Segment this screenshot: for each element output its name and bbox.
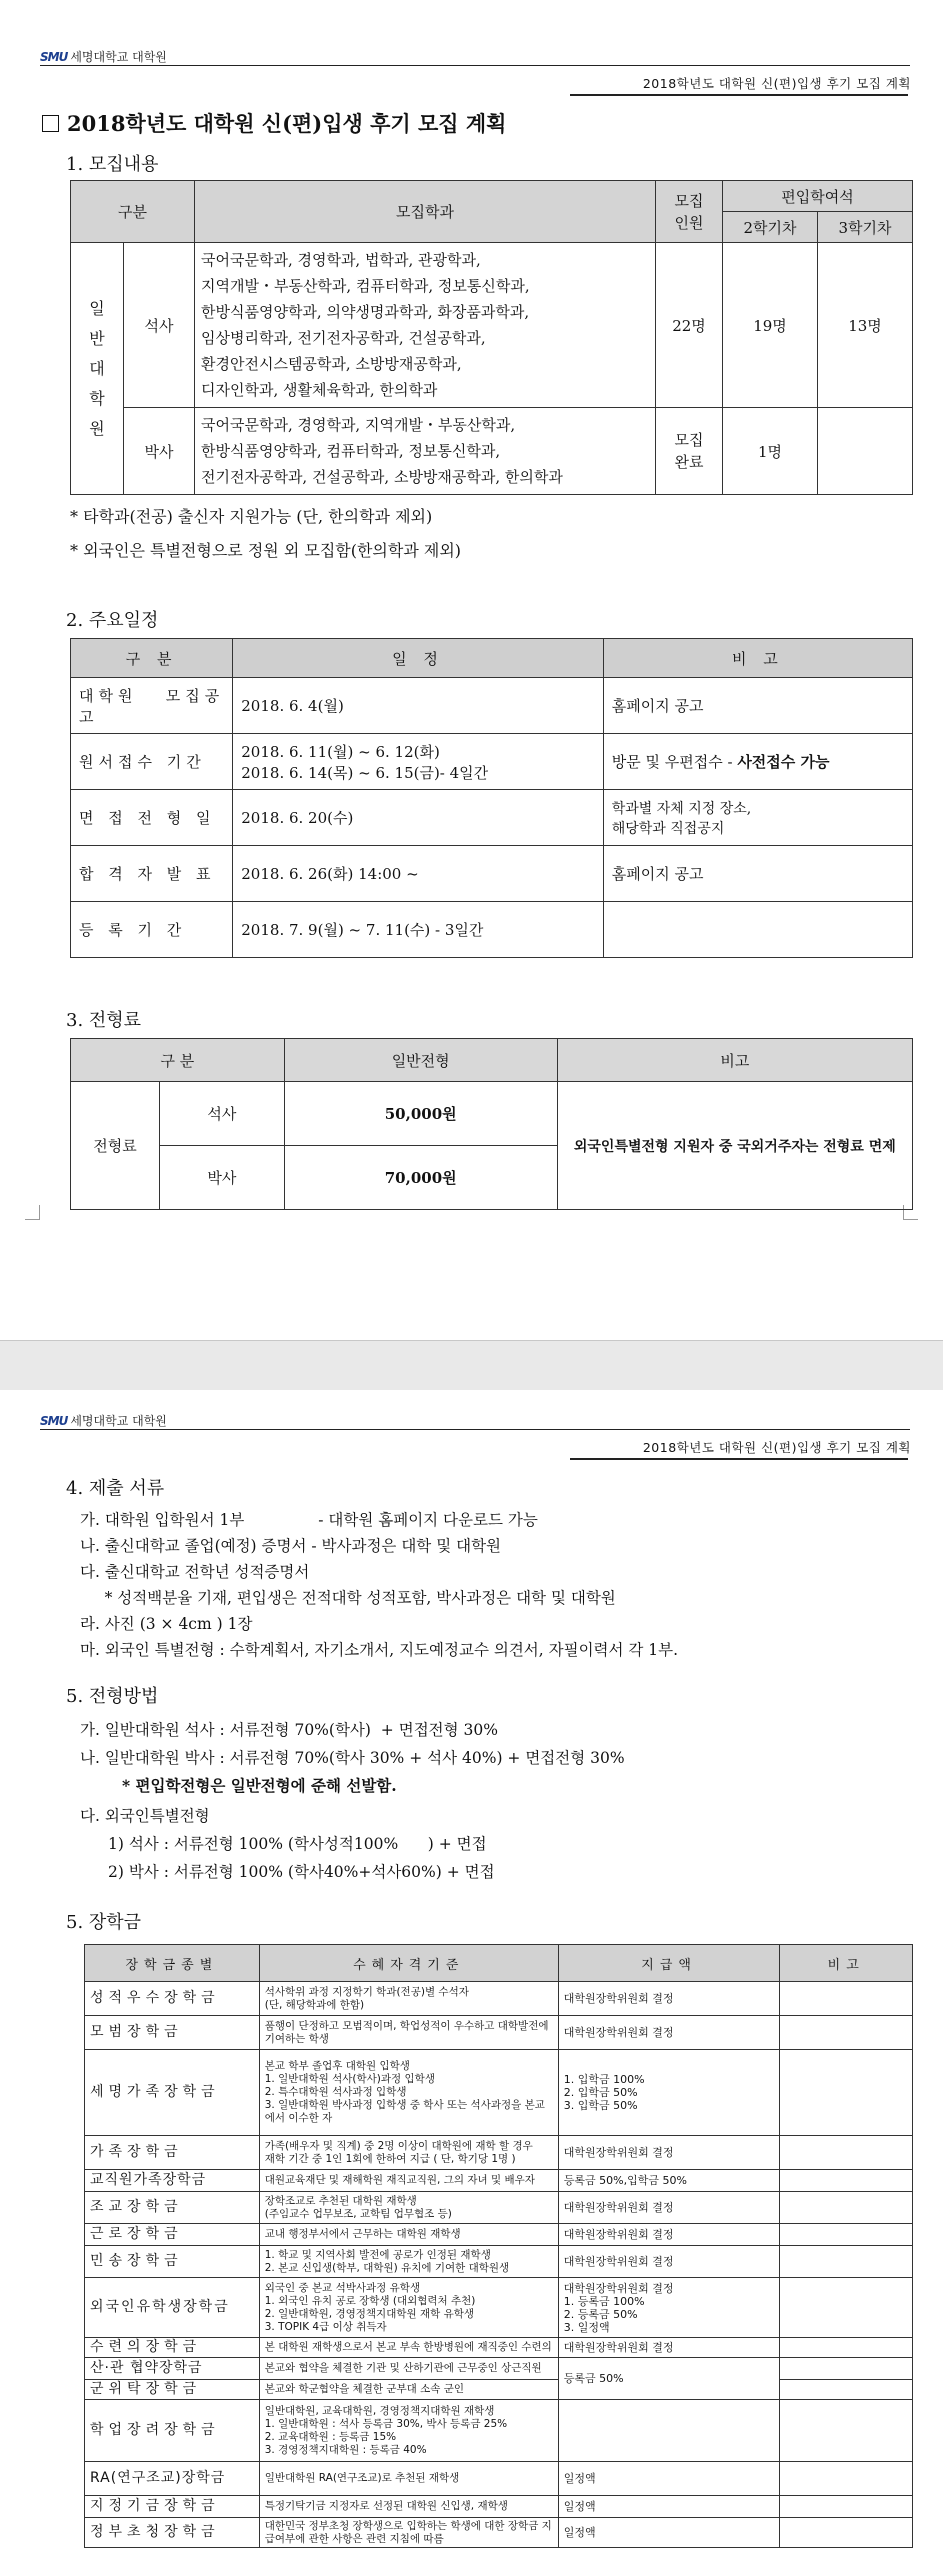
document-item: 마. 외국인 특별전형 : 수학계획서, 자기소개서, 지도예정교수 의견서, 자필이력서 각 1부. (80, 1641, 679, 1659)
page-corner-mark (25, 1205, 40, 1220)
masters-label: 석사 (160, 1082, 285, 1146)
scholarship-amount: 대학원장학위원회 결정 (558, 2224, 780, 2246)
masters-fee: 50,000원 (284, 1082, 557, 1146)
th-division: 구 분 (71, 639, 233, 678)
scholarship-qualification: 대한민국 정부초청 장학생으로 입학하는 학생에 대한 장학금 지급여부에 관한 사항은 관련 지침에 따름 (259, 2518, 558, 2548)
running-header-title: 2018학년도 대학원 신(편)입생 후기 모집 계획 (642, 76, 911, 91)
scholarship-name: 수련의장학금 (85, 2338, 260, 2358)
schedule-label: 대학원 모집공고 (71, 678, 233, 734)
scholarship-qualification: 본교 학부 졸업후 대학원 입학생 1. 일반대학원 석사(학사)과정 입학생 2. 특수대학원 석사과정 입학생 3. 일반대학원 박사과정 입학생 중 학사 또는 석사과정을 본교에서 이수한 자 (259, 2050, 558, 2136)
scholarship-qualification: 품행이 단정하고 모범적이며, 학업성적이 우수하고 대학발전에 기여하는 학생 (259, 2016, 558, 2050)
scholarship-amount: 일정액 (558, 2462, 780, 2496)
scholarship-name: 성적우수장학금 (85, 1982, 260, 2016)
recruitment-table (70, 180, 913, 495)
scholarship-amount: 대학원장학위원회 결정 (558, 2338, 780, 2358)
scholarship-amount: 대학원장학위원회 결정 (558, 2246, 780, 2278)
schedule-date: 2018. 6. 26(화) 14:00 ~ (233, 846, 603, 902)
th-departments: 모집학과 (195, 181, 656, 243)
document-item: 나. 출신대학교 졸업(예정) 증명서 - 박사과정은 대학 및 대학원 (80, 1537, 502, 1555)
checkbox-square-icon (42, 115, 59, 132)
foreign-title: 다. 외국인특별전형 (80, 1807, 210, 1825)
doctoral-departments: 국어국문학과, 경영학과, 지역개발・부동산학과, 한방식품영양학과, 컴퓨터학과, 정보통신학과, 전기전자공학과, 건설공학과, 소방방재공학과, 한의학과 (195, 408, 656, 495)
scholarship-remark (780, 2016, 913, 2050)
scholarship-name: 조교장학금 (85, 2192, 260, 2224)
document-item: 가. 대학원 입학원서 1부 - 대학원 홈페이지 다운로드 가능 (80, 1511, 538, 1529)
scholarship-name: 정부초청장학금 (85, 2518, 260, 2548)
scholarship-name: 학업장려장학금 (85, 2400, 260, 2462)
scholarship-amount: 1. 입학금 100% 2. 입학금 50% 3. 입학금 50% (558, 2050, 780, 2136)
scholarship-remark (780, 2358, 913, 2380)
section-heading-fee: 3. 전형료 (66, 1010, 142, 1031)
th-general: 일반전형 (284, 1039, 557, 1082)
section-heading-documents: 4. 제출 서류 (66, 1478, 165, 1499)
scholarship-remark (780, 2224, 913, 2246)
scholarship-amount: 대학원장학위원회 결정 (558, 2192, 780, 2224)
scholarship-remark (780, 2050, 913, 2136)
document-item: * 성적백분율 기재, 편입생은 전적대학 성적포함, 박사과정은 대학 및 대학원 (80, 1589, 616, 1607)
selection-item: 가. 일반대학원 석사 : 서류전형 70%(학사) + 면접전형 30% (80, 1721, 498, 1739)
masters-label: 석사 (124, 243, 195, 408)
doctoral-fee: 70,000원 (284, 1146, 557, 1210)
scholarship-remark (780, 2400, 913, 2462)
scholarship-name: 민송장학금 (85, 2246, 260, 2278)
schedule-remark: 방문 및 우편접수 - 사전접수 가능 (603, 734, 912, 790)
masters-departments: 국어국문학과, 경영학과, 법학과, 관광학과, 지역개발・부동산학과, 컴퓨터학과, 정보통신학과, 한방식품영양학과, 의약생명과학과, 화장품과학과, 임상병리학과, 전기전자공학과, 건설공학과, 환경안전시스템공학과, 소방방재공학과, 디자인학과, 생활체육학과, 한의학과 (195, 243, 656, 408)
scholarship-name: 가족장학금 (85, 2136, 260, 2170)
schedule-label: 합 격 자 발 표 (71, 846, 233, 902)
header-underline (570, 94, 908, 96)
section-heading-recruitment: 1. 모집내용 (66, 154, 159, 175)
scholarship-name: 세명가족장학금 (85, 2050, 260, 2136)
th-transfer: 편입학여석 (723, 181, 913, 212)
schedule-date: 2018. 6. 20(수) (233, 790, 603, 846)
general-graduate-school: 일 반 대 학 원 (71, 243, 124, 495)
scholarship-remark (780, 2338, 913, 2358)
scholarship-qualification: 본교와 협약을 체결한 기관 및 산하기관에 근무중인 상근직원 (259, 2358, 558, 2380)
fee-table (70, 1038, 913, 1210)
section-heading-schedule: 2. 주요일정 (66, 610, 159, 631)
schedule-remark: 홈페이지 공고 (603, 678, 912, 734)
scholarship-qualification: 일반대학원 RA(연구조교)로 추천된 재학생 (259, 2462, 558, 2496)
scholarship-remark (780, 1982, 913, 2016)
fee-label: 전형료 (71, 1082, 160, 1210)
th-quota: 모집 인원 (656, 181, 723, 243)
scholarship-name: 군위탁장학금 (85, 2380, 260, 2400)
scholarship-amount (558, 2400, 780, 2462)
scholarship-amount: 대학원장학위원회 결정 (558, 2016, 780, 2050)
th-2nd-semester: 2학기차 (723, 212, 818, 243)
th-remark: 비 고 (603, 639, 912, 678)
selection-item: 나. 일반대학원 박사 : 서류전형 70%(학사 30% + 석사 40%) + 면접전형 30% (80, 1749, 625, 1767)
header-rule (40, 1429, 910, 1430)
schedule-date: 2018. 6. 11(월) ~ 6. 12(화) 2018. 6. 14(목) ~ 6. 15(금)- 4일간 (233, 734, 603, 790)
schedule-date: 2018. 6. 4(월) (233, 678, 603, 734)
foreign-item: 2) 박사 : 서류전형 100% (학사40%+석사60%) + 면접 (108, 1863, 495, 1881)
note-line: * 타학과(전공) 출신자 지원가능 (단, 한의학과 제외) (70, 507, 433, 526)
doctoral-3rd (818, 408, 913, 495)
section-heading-scholarship: 5. 장학금 (66, 1912, 142, 1933)
document-title: 2018학년도 대학원 신(편)입생 후기 모집 계획 (42, 108, 506, 138)
scholarship-qualification: 외국인 중 본교 석박사과정 유학생 1. 외국인 유치 공로 장학생 (대외협력처 추천) 2. 일반대학원, 경영정책지대학원 재학 유학생 3. TOPIK 4급 이상 취득자 (259, 2278, 558, 2338)
scholarship-qualification: 특정기탁기금 지정자로 선정된 대학원 신입생, 재학생 (259, 2496, 558, 2518)
schedule-date: 2018. 7. 9(월) ~ 7. 11(수) - 3일간 (233, 902, 603, 958)
note-line: * 외국인은 특별전형으로 정원 외 모집함(한의학과 제외) (70, 541, 462, 560)
scholarship-remark (780, 2462, 913, 2496)
schedule-label: 면 접 전 형 일 (71, 790, 233, 846)
scholarship-remark (780, 2246, 913, 2278)
schedule-remark (603, 902, 912, 958)
schedule-label: 원서접수 기간 (71, 734, 233, 790)
scholarship-qualification: 대원교육재단 및 재해학원 재직교직원, 그의 자녀 및 배우자 (259, 2170, 558, 2192)
th-3rd-semester: 3학기차 (818, 212, 913, 243)
scholarship-qualification: 1. 학교 및 지역사회 발전에 공로가 인정된 재학생 2. 본교 신입생(학부, 대학원) 유치에 기여한 대학원생 (259, 2246, 558, 2278)
scholarship-amount: 대학원장학위원회 결정 (558, 1982, 780, 2016)
doctoral-label: 박사 (160, 1146, 285, 1210)
page-separator (0, 1340, 943, 1392)
th-schedule: 일 정 (233, 639, 603, 678)
th-remark: 비고 (557, 1039, 912, 1082)
running-header-title: 2018학년도 대학원 신(편)입생 후기 모집 계획 (642, 1440, 911, 1455)
university-logo: SMU 세명대학교 대학원 (40, 1414, 167, 1428)
scholarship-remark (780, 2518, 913, 2548)
scholarship-qualification: 석사학위 과정 지정학기 학과(전공)별 수석자 (단, 해당학과에 한함) (259, 1982, 558, 2016)
scholarship-amount: 일정액 (558, 2496, 780, 2518)
scholarship-name: 지정기금장학금 (85, 2496, 260, 2518)
scholarship-remark (780, 2496, 913, 2518)
scholarship-qualification: 본 대학원 재학생으로서 본교 부속 한방병원에 재직중인 수련의 (259, 2338, 558, 2358)
th-remark: 비고 (780, 1945, 913, 1982)
scholarship-qualification: 가족(배우자 및 직계) 중 2명 이상이 대학원에 재학 할 경우 재학 기간 중 1인 1회에 한하여 지급 ( 단, 학기당 1명 ) (259, 2136, 558, 2170)
scholarship-amount: 등록금 50%,입학금 50% (558, 2170, 780, 2192)
scholarship-remark (780, 2278, 913, 2338)
section-heading-selection: 5. 전형방법 (66, 1686, 159, 1707)
scholarship-remark (780, 2170, 913, 2192)
scholarship-name: 산·관 협약장학금 (85, 2358, 260, 2380)
scholarship-qualification: 교내 행정부서에서 근무하는 대학원 재학생 (259, 2224, 558, 2246)
scholarship-amount: 대학원장학위원회 결정 (558, 2136, 780, 2170)
scholarship-table (84, 1944, 913, 2548)
scholarship-remark (780, 2380, 913, 2400)
schedule-label: 등 록 기 간 (71, 902, 233, 958)
scholarship-name: 근로장학금 (85, 2224, 260, 2246)
th-division: 구 분 (71, 1039, 285, 1082)
schedule-table (70, 638, 913, 958)
schedule-remark: 학과별 자체 지정 장소, 해당학과 직접공지 (603, 790, 912, 846)
th-scholarship-name: 장학금종별 (85, 1945, 260, 1982)
scholarship-amount: 대학원장학위원회 결정 1. 등록금 100% 2. 등록금 50% 3. 일정액 (558, 2278, 780, 2338)
header-rule (40, 65, 910, 66)
transfer-note: * 편입학전형은 일반전형에 준해 선발함. (122, 1776, 397, 1795)
scholarship-qualification: 일반대학원, 교육대학원, 경영정책지대학원 재학생 1. 일반대학원 : 석사 등록금 30%, 박사 등록금 25% 2. 교육대학원 : 등록금 15% 3. 경영정책지대학원 : 등록금 40% (259, 2400, 558, 2462)
schedule-remark: 홈페이지 공고 (603, 846, 912, 902)
th-amount: 지급액 (558, 1945, 780, 1982)
university-logo: SMU 세명대학교 대학원 (40, 50, 167, 64)
scholarship-name: 교직원가족장학금 (85, 2170, 260, 2192)
header-underline (570, 1458, 908, 1460)
scholarship-qualification: 장학조교로 추천된 대학원 재학생 (주임교수 업무보조, 교학팀 업무협조 등) (259, 2192, 558, 2224)
foreign-item: 1) 석사 : 서류전형 100% (학사성적100% ) + 면접 (108, 1835, 487, 1853)
document-item: 다. 출신대학교 전학년 성적증명서 (80, 1563, 310, 1581)
scholarship-qualification: 본교와 학군협약을 체결한 군부대 소속 군인 (259, 2380, 558, 2400)
scholarship-amount: 등록금 50% (558, 2358, 780, 2400)
document-item: 라. 사진 (3 × 4cm ) 1장 (80, 1615, 253, 1633)
masters-3rd: 13명 (818, 243, 913, 408)
scholarship-remark (780, 2136, 913, 2170)
scholarship-name: RA(연구조교)장학금 (85, 2462, 260, 2496)
scholarship-remark (780, 2192, 913, 2224)
scholarship-name: 모범장학금 (85, 2016, 260, 2050)
masters-quota: 22명 (656, 243, 723, 408)
doctoral-quota: 모집 완료 (656, 408, 723, 495)
th-qualification: 수혜자격기준 (259, 1945, 558, 1982)
doctoral-label: 박사 (124, 408, 195, 495)
doctoral-2nd: 1명 (723, 408, 818, 495)
scholarship-amount: 일정액 (558, 2518, 780, 2548)
th-division: 구분 (71, 181, 195, 243)
masters-2nd: 19명 (723, 243, 818, 408)
scholarship-name: 외국인유학생장학금 (85, 2278, 260, 2338)
fee-remark: 외국인특별전형 지원자 중 국외거주자는 전형료 면제 (557, 1082, 912, 1210)
